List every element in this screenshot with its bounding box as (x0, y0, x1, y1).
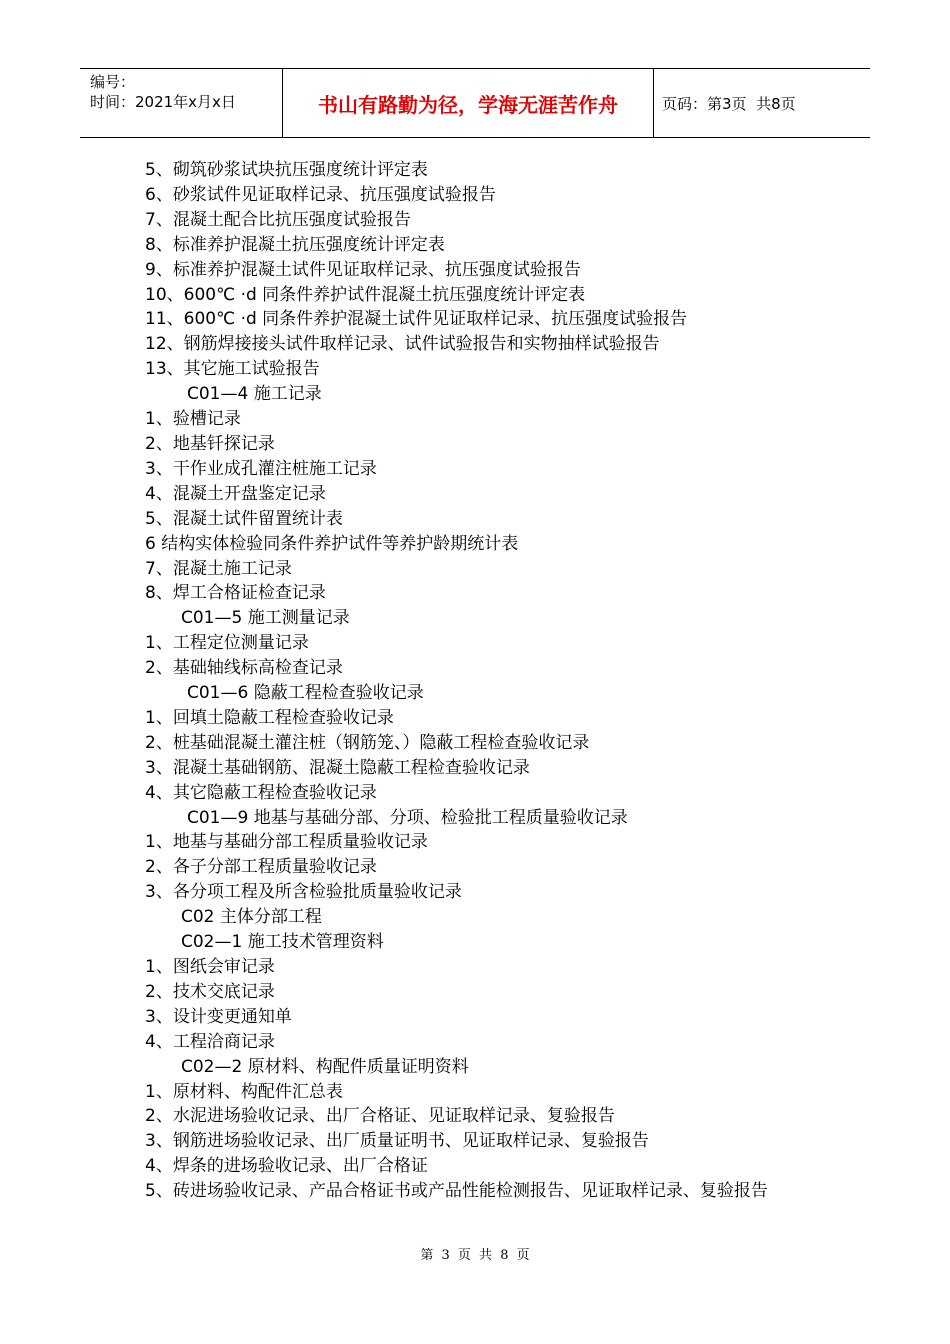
list-item: 7、混凝土配合比抗压强度试验报告 (145, 209, 411, 230)
list-item: 11、600℃ ·d 同条件养护混凝土试件见证取样记录、抗压强度试验报告 (145, 309, 688, 330)
list-item: 1、验槽记录 (145, 409, 241, 430)
list-item: 2、基础轴线标高检查记录 (145, 658, 343, 679)
list-item: 3、混凝土基础钢筋、混凝土隐蔽工程检查验收记录 (145, 757, 530, 778)
header-page-cell (654, 69, 870, 137)
page-header (80, 68, 870, 138)
section-heading: C02—2 原材料、构配件质量证明资料 (181, 1056, 469, 1077)
section-heading: C01—6 隐蔽工程检查验收记录 (187, 683, 424, 704)
list-item: 3、干作业成孔灌注桩施工记录 (145, 458, 377, 479)
list-item: 6、砂浆试件见证取样记录、抗压强度试验报告 (145, 184, 496, 205)
list-item: 5、砖进场验收记录、产品合格证书或产品性能检测报告、见证取样记录、复验报告 (145, 1181, 768, 1202)
section-heading: C01—5 施工测量记录 (181, 608, 350, 629)
section-heading: C01—4 施工记录 (187, 384, 322, 405)
list-item: 7、混凝土施工记录 (145, 558, 292, 579)
list-item: 6 结构实体检验同条件养护试件等养护龄期统计表 (145, 533, 519, 554)
list-item: 13、其它施工试验报告 (145, 359, 320, 380)
list-item: 4、混凝土开盘鉴定记录 (145, 483, 326, 504)
document-date-label: 时间：2021年x月x日 (90, 93, 236, 111)
list-item: 9、标准养护混凝土试件见证取样记录、抗压强度试验报告 (145, 259, 581, 280)
header-motto: 书山有路勤为径，学海无涯苦作舟 (318, 92, 618, 117)
list-item: 8、标准养护混凝土抗压强度统计评定表 (145, 234, 445, 255)
section-heading: C02 主体分部工程 (181, 907, 322, 928)
header-motto-cell (282, 69, 654, 137)
list-item: 2、技术交底记录 (145, 981, 275, 1002)
list-item: 1、图纸会审记录 (145, 957, 275, 977)
list-item: 2、各子分部工程质量验收记录 (145, 857, 377, 878)
list-item: 5、混凝土试件留置统计表 (145, 508, 343, 529)
list-item: 3、各分项工程及所含检验批质量验收记录 (145, 882, 462, 903)
list-item: 4、工程洽商记录 (145, 1031, 275, 1052)
list-item: 5、砌筑砂浆试块抗压强度统计评定表 (145, 160, 428, 180)
list-item: 4、其它隐蔽工程检查验收记录 (145, 782, 377, 803)
section-heading: C02—1 施工技术管理资料 (181, 932, 384, 953)
list-item: 1、工程定位测量记录 (145, 633, 309, 654)
list-item: 1、原材料、构配件汇总表 (145, 1081, 343, 1102)
list-item: 2、桩基础混凝土灌注桩（钢筋笼、）隐蔽工程检查验收记录 (145, 732, 590, 753)
list-item: 1、回填土隐蔽工程检查验收记录 (145, 707, 394, 728)
list-item: 4、焊条的进场验收记录、出厂合格证 (145, 1156, 428, 1177)
list-item: 12、钢筋焊接接头试件取样记录、试件试验报告和实物抽样试验报告 (145, 334, 660, 355)
list-item: 3、钢筋进场验收记录、出厂质量证明书、见证取样记录、复验报告 (145, 1131, 649, 1152)
header-left-cell (80, 69, 282, 137)
header-page-label: 页码：第3页 共8页 (662, 94, 796, 113)
list-item: 10、600℃ ·d 同条件养护试件混凝土抗压强度统计评定表 (145, 284, 586, 305)
list-item: 1、地基与基础分部工程质量验收记录 (145, 832, 428, 853)
list-item: 2、地基钎探记录 (145, 433, 275, 454)
list-item: 3、设计变更通知单 (145, 1006, 292, 1027)
section-heading: C01—9 地基与基础分部、分项、检验批工程质量验收记录 (187, 807, 628, 828)
list-item: 2、水泥进场验收记录、出厂合格证、见证取样记录、复验报告 (145, 1106, 615, 1127)
list-item: 8、焊工合格证检查记录 (145, 583, 326, 604)
document-number-label: 编号： (90, 73, 136, 91)
page-footer: 第 3 页 共 8 页 (420, 1248, 530, 1263)
document-body (145, 158, 825, 1204)
